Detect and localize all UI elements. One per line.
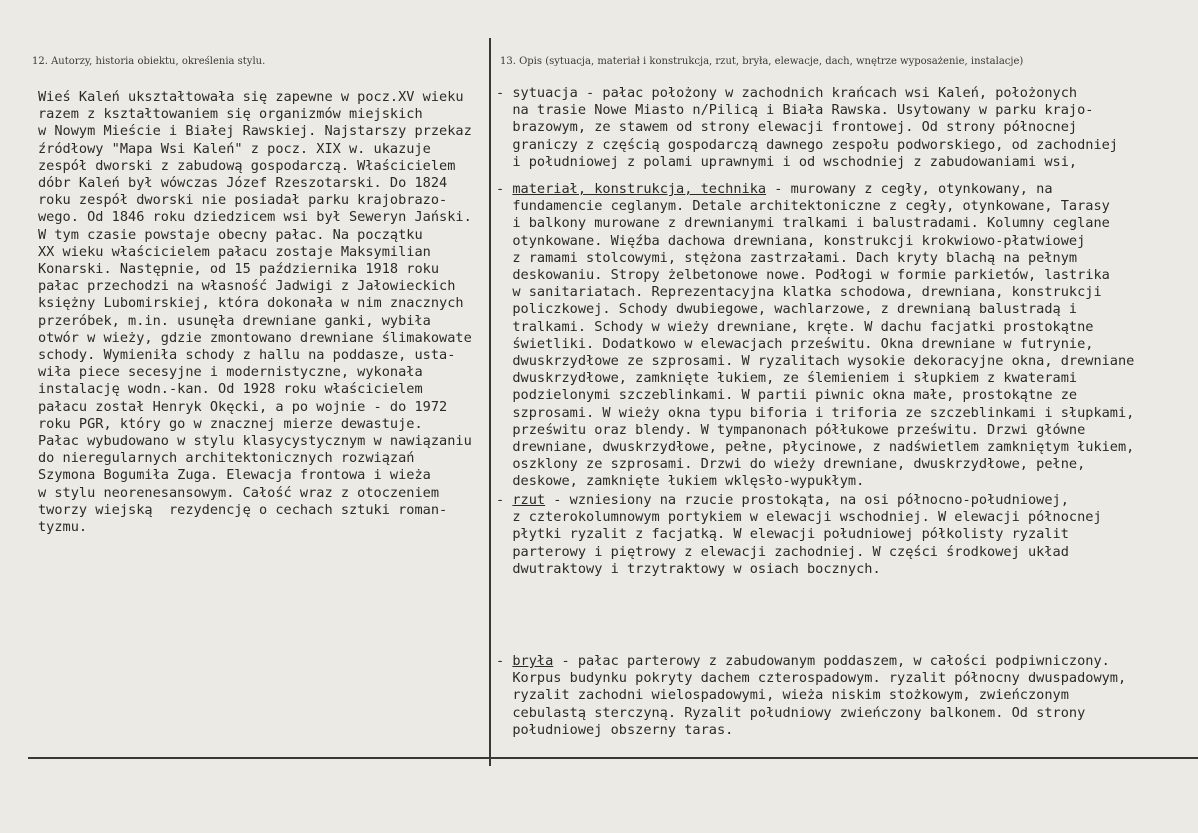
section-line: cebulastą sterczyną. Ryzalit południowy zwieńczony balkonem. Od strony	[496, 704, 1086, 721]
section-line: Korpus budynku pokryty dachem czterospadowym. ryzalit północny dwuspadowym,	[496, 670, 1127, 687]
section-line: graniczy z częścią gospodarczą dawnego zespołu podworskiego, od zachodniej	[496, 136, 1118, 153]
section-sytuacja	[496, 85, 1196, 171]
section-line: drewniane, dwuskrzydłowe, pełne, płycinowe, z nadświetlem zamkniętym łukiem,	[496, 439, 1135, 456]
bottom-rule	[28, 757, 1198, 759]
section-line: z czterokolumnowym portykiem w elewacji wschodniej. W elewacji północnej	[496, 509, 1102, 526]
history-line: schody. Wymieniła schody z hallu na poddasze, usta-	[38, 347, 456, 364]
section-first-line	[496, 492, 1196, 509]
history-line: razem z kształtowaniem się organizmów miejskich	[38, 106, 423, 123]
history-line: Konarski. Następnie, od 15 października 1918 roku	[38, 261, 440, 278]
section-dash: -	[496, 85, 513, 101]
history-line: W tym czasie powstaje obecny pałac. Na początku	[38, 226, 423, 243]
section-dash: -	[496, 181, 513, 197]
section-material	[496, 181, 1196, 491]
section-first-line	[496, 653, 1196, 670]
column-divider	[489, 38, 491, 766]
section-line: prześwitu oraz blendy. W tympanonach półłukowe prześwitu. Drzwi główne	[496, 421, 1086, 438]
section-line: oszklony ze szprosami. Drzwi do wieży drewniane, dwuskrzydłowe, pełne,	[496, 456, 1086, 473]
section-line: tralkami. Schody w wieży drewniane, kręte. W dachu facjatki prostokątne	[496, 318, 1094, 335]
section-line: ryzalit zachodni wielospadowymi, wieża niskim stożkowym, zwieńczonym	[496, 687, 1069, 704]
section-heading: rzut	[512, 492, 546, 508]
history-line: XX wieku właścicielem pałacu zostaje Maksymilian	[38, 243, 431, 260]
history-line: w stylu neorenesansowym. Całość wraz z otoczeniem	[38, 484, 440, 501]
section-dash: -	[496, 492, 513, 508]
section-rzut	[496, 492, 1196, 578]
section-bryla	[496, 653, 1196, 739]
section-first-text: - pałac parterowy z zabudowanym poddaszem, w całości podpiwniczony.	[553, 653, 1110, 669]
section-line: brazowym, ze stawem od strony elewacji frontowej. Od strony północnej	[496, 119, 1078, 136]
right-column-header: 13. Opis (sytuacja, materiał i konstrukcja, rzut, bryła, elewacje, dach, wnętrze wyposażenie, instalacje)	[500, 56, 1024, 67]
section-line: płytki ryzalit z facjatką. W elewacji południowej półkolisty ryzalit	[496, 526, 1069, 543]
history-line: pałacu został Henryk Okęcki, a po wojnie - do 1972	[38, 398, 448, 415]
section-heading: bryła	[512, 653, 554, 669]
history-line: instalację wodn.-kan. Od 1928 roku właścicielem	[38, 381, 423, 398]
history-line: przeróbek, m.in. usunęła drewniane ganki, wybiła	[38, 312, 431, 329]
section-first-line	[496, 85, 1196, 102]
left-column-header: 12. Autorzy, historia obiektu, określenia stylu.	[32, 56, 266, 67]
section-heading: materiał, konstrukcja, technika	[512, 181, 767, 197]
section-dash: -	[496, 653, 513, 669]
section-first-text: - wzniesiony na rzucie prostokąta, na osi północno-południowej,	[545, 492, 1069, 508]
section-line: świetliki. Dodatkowo w elewacjach prześwitu. Okna drewniane w futrynie,	[496, 335, 1094, 352]
history-line: Szymona Bogumiła Zuga. Elewacja frontowa i wieża	[38, 467, 431, 484]
section-line: fundamencie ceglanym. Detale architektoniczne z cegły, otynkowane, Tarasy	[496, 198, 1110, 215]
section-line: i balkony murowane z drewnianymi tralkami i balustradami. Kolumny ceglane	[496, 215, 1110, 232]
section-line: dwutraktowy i trzytraktowy w osiach bocznych.	[496, 560, 881, 577]
history-line: wiła piece secesyjne i modernistyczne, wykonała	[38, 364, 423, 381]
section-line: podzielonymi szczeblinkami. W partii piwnic okna małe, prostokątne ze	[496, 387, 1078, 404]
section-heading: sytuacja	[512, 85, 578, 101]
history-line: tworzy wiejską rezydencję o cechach sztuki roman-	[38, 501, 448, 518]
history-line: tyzmu.	[38, 519, 88, 536]
section-line: deskowe, zamknięte łukiem wklęsło-wypukłym.	[496, 473, 865, 490]
section-first-line	[496, 181, 1196, 198]
history-line: wego. Od 1846 roku dziedzicem wsi był Seweryn Jański.	[38, 209, 472, 226]
history-line: do nieregularnych architektonicznych rozwiązań	[38, 450, 415, 467]
section-line: policzkowej. Schody dwubiegowe, wachlarzowe, z drewnianą balustradą i	[496, 301, 1078, 318]
history-line: dóbr Kaleń był wówczas Józef Rzeszotarski. Do 1824	[38, 175, 448, 192]
section-line: i południowej z polami uprawnymi i od wschodniej z zabudowaniami wsi,	[496, 153, 1078, 170]
section-line: szprosami. W wieży okna typu biforia i triforia ze szczeblinkami i słupkami,	[496, 404, 1135, 421]
section-line: w sanitariatach. Reprezentacyjna klatka schodowa, drewniana, konstrukcji	[496, 284, 1102, 301]
history-text	[38, 89, 486, 536]
section-line: na trasie Nowe Miasto n/Pilicą i Biała Rawska. Usytowany w parku krajo-	[496, 102, 1094, 119]
history-line: w Nowym Mieście i Białej Rawskiej. Najstarszy przekaz	[38, 123, 472, 140]
section-line: dwuskrzydłowe, zamknięte łukiem, ze ślemieniem i słupkiem z kwaterami	[496, 370, 1078, 387]
history-line: pałac przechodzi na własność Jadwigi z Jałowieckich	[38, 278, 456, 295]
section-first-text: - pałac położony w zachodnich krańcach wsi Kaleń, położonych	[577, 85, 1078, 101]
section-line: południowej obszerny taras.	[496, 721, 734, 738]
history-line: zespół dworski z zabudową gospodarczą. Właścicielem	[38, 157, 456, 174]
section-first-text: - murowany z cegły, otynkowany, na	[766, 181, 1053, 197]
history-line: Pałac wybudowano w stylu klasycystycznym w nawiązaniu	[38, 433, 472, 450]
history-line: otwór w wieży, gdzie zmontowano drewniane ślimakowate	[38, 329, 472, 346]
history-line: roku PGR, który go w znacznej mierze dewastuje.	[38, 415, 423, 432]
section-line: deskowaniu. Stropy żelbetonowe nowe. Podłogi w formie parkietów, lastrika	[496, 267, 1110, 284]
section-line: otynkowane. Więźba dachowa drewniana, konstrukcji krokwiowo-płatwiowej	[496, 232, 1086, 249]
history-line: Wieś Kaleń ukształtowała się zapewne w pocz.XV wieku	[38, 89, 464, 105]
history-line: roku zespół dworski nie posiadał parku krajobrazo-	[38, 192, 448, 209]
section-line: parterowy i piętrowy z elewacji zachodniej. W części środkowej układ	[496, 543, 1069, 560]
history-line: źródłowy "Mapa Wsi Kaleń" z pocz. XIX w. ukazuje	[38, 140, 431, 157]
section-line: z ramami stolcowymi, stężona zastrzałami. Dach kryty blachą na pełnym	[496, 249, 1078, 266]
history-line: księżny Lubomirskiej, która dokonała w nim znacznych	[38, 295, 464, 312]
section-line: dwuskrzydłowe ze szprosami. W ryzalitach wysokie dekoracyjne okna, drewniane	[496, 353, 1135, 370]
